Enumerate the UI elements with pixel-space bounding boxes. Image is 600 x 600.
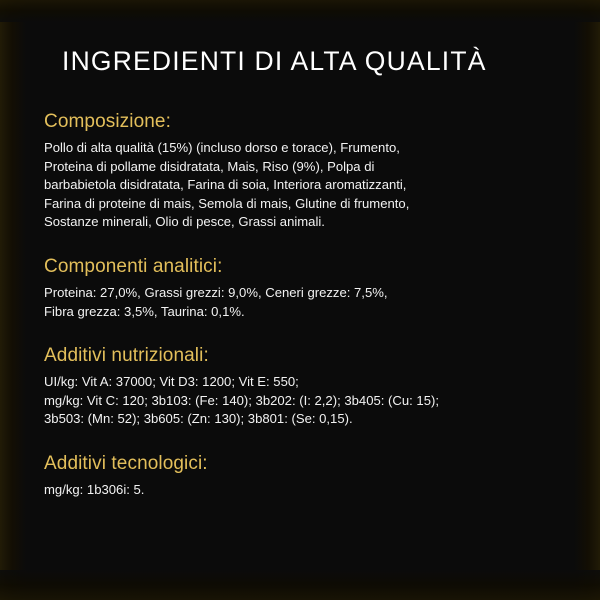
- section-body-composizione: [44, 139, 544, 232]
- text-line: mg/kg: Vit C: 120; 3b103: (Fe: 140); 3b202: (I: 2,2); 3b405: (Cu: 15);: [44, 392, 439, 408]
- section-heading-additivi-nutrizionali: Additivi nutrizionali:: [44, 345, 209, 367]
- section-body-componenti-analitici: [44, 284, 544, 321]
- section-heading-composizione: Composizione:: [44, 111, 171, 132]
- text-line: Pollo di alta qualità (15%) (incluso dorso e torace), Frumento,: [44, 140, 400, 155]
- section-body-additivi-tecnologici: [44, 481, 544, 500]
- text-line: 3b503: (Mn: 52); 3b605: (Zn: 130); 3b801: (Se: 0,15).: [44, 411, 353, 427]
- section-componenti-analitici: [44, 256, 560, 321]
- section-additivi-nutrizionali: [44, 345, 560, 429]
- text-line: Proteina: 27,0%, Grassi grezzi: 9,0%, Ceneri grezze: 7,5%,: [44, 284, 388, 300]
- bottom-edge-gradient: [0, 570, 600, 600]
- section-composizione: [44, 111, 560, 232]
- section-additivi-tecnologici: [44, 453, 560, 500]
- text-line: barbabietola disidratata, Farina di soia, Interiora aromatizzanti,: [44, 177, 407, 193]
- section-heading-componenti-analitici: Componenti analitici:: [44, 255, 223, 277]
- section-body-additivi-nutrizionali: [44, 373, 544, 429]
- text-line: Farina di proteine di mais, Semola di mais, Glutine di frumento,: [44, 195, 410, 211]
- text-line: Proteina di pollame disidratata, Mais, Riso (9%), Polpa di: [44, 158, 375, 174]
- text-line: Fibra grezza: 3,5%, Taurina: 0,1%.: [44, 303, 245, 319]
- text-line: Sostanze minerali, Olio di pesce, Grassi animali.: [44, 214, 325, 230]
- text-line: UI/kg: Vit A: 37000; Vit D3: 1200; Vit E: 550;: [44, 374, 299, 390]
- section-heading-additivi-tecnologici: Additivi tecnologici:: [44, 452, 208, 474]
- text-line: mg/kg: 1b306i: 5.: [44, 481, 145, 497]
- page-title: INGREDIENTI DI ALTA QUALITÀ: [62, 46, 487, 76]
